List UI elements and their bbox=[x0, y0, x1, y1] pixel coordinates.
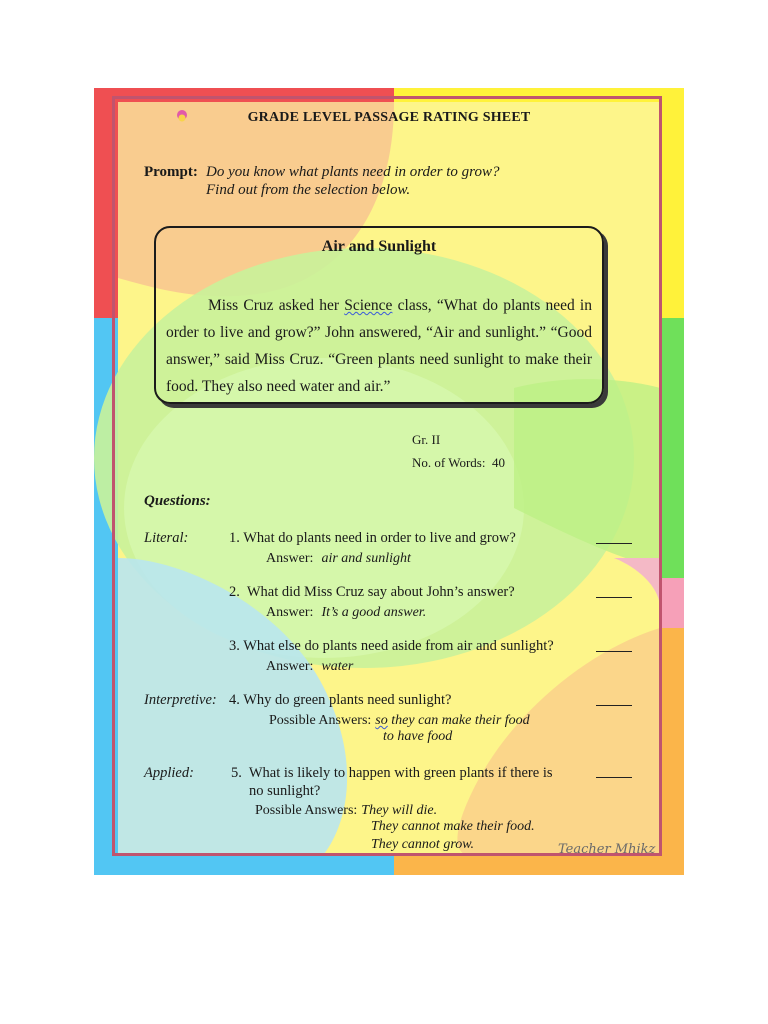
sheet-title: GRADE LEVEL PASSAGE RATING SHEET bbox=[247, 110, 531, 125]
question-number: 5. bbox=[231, 765, 242, 781]
score-blank-5[interactable] bbox=[596, 777, 632, 778]
prompt-line-2: Find out from the selection below. bbox=[206, 182, 411, 198]
answer-5-alt-2: They cannot grow. bbox=[371, 837, 475, 852]
answer-label: Possible Answers: bbox=[255, 803, 358, 818]
passage-title: Air and Sunlight bbox=[321, 238, 437, 255]
question-text: What did Miss Cruz say about John’s answer? bbox=[246, 584, 515, 600]
questions-heading: Questions: bbox=[144, 493, 211, 509]
question-text: What else do plants need aside from air and sunlight? bbox=[243, 638, 554, 654]
question-text: What do plants need in order to live and grow? bbox=[243, 530, 516, 546]
score-blank-1[interactable] bbox=[596, 543, 632, 544]
answer-text: they can make their food bbox=[387, 713, 530, 728]
question-number: 3. bbox=[229, 638, 240, 654]
answer-text: air and sunlight bbox=[321, 551, 411, 566]
answer-4 bbox=[269, 711, 530, 729]
answer-5-alt-1: They cannot make their food. bbox=[371, 819, 535, 834]
answer-4-alt: to have food bbox=[383, 729, 453, 744]
answer-label: Possible Answers: bbox=[269, 713, 372, 728]
category-interpretive: Interpretive: bbox=[144, 692, 217, 708]
prompt-line-1: Do you know what plants need in order to grow? bbox=[206, 164, 500, 180]
question-3 bbox=[229, 638, 554, 655]
answer-1 bbox=[266, 549, 411, 567]
word-count-label: No. of Words: bbox=[412, 455, 486, 470]
teacher-signature: Teacher Mhikz bbox=[558, 842, 656, 857]
question-2 bbox=[229, 584, 515, 601]
prompt-label: Prompt: bbox=[144, 164, 198, 180]
question-4 bbox=[229, 692, 451, 709]
answer-text: They will die. bbox=[361, 803, 438, 818]
answer-text: water bbox=[321, 659, 354, 674]
answer-3 bbox=[266, 657, 353, 675]
answer-label: Answer: bbox=[266, 659, 314, 674]
question-1 bbox=[229, 530, 516, 547]
score-blank-2[interactable] bbox=[596, 597, 632, 598]
score-blank-4[interactable] bbox=[596, 705, 632, 706]
passage-text-rest: class, “What do plants need in order to live and grow?” John answered, “Air and sunlight.” “Good answer,” said Miss Cruz. “Green plants need sunlight to make their food. They also need water and air.” bbox=[166, 297, 592, 395]
question-number: 1. bbox=[229, 530, 240, 546]
answer-label: Answer: bbox=[266, 551, 314, 566]
answer-text: It’s a good answer. bbox=[321, 605, 427, 620]
rating-sheet bbox=[94, 88, 684, 875]
question-number: 4. bbox=[229, 692, 240, 708]
category-literal: Literal: bbox=[144, 530, 189, 546]
answer-2 bbox=[266, 603, 426, 621]
answer-label: Answer: bbox=[266, 605, 314, 620]
spellcheck-word: so bbox=[375, 713, 388, 728]
question-5 bbox=[231, 765, 553, 782]
passage-text-start: Miss Cruz asked her bbox=[208, 297, 345, 314]
answer-5 bbox=[255, 801, 437, 819]
word-count bbox=[412, 455, 505, 471]
question-text: Why do green plants need sunlight? bbox=[243, 692, 452, 708]
spellcheck-word: Science bbox=[344, 297, 393, 314]
score-blank-3[interactable] bbox=[596, 651, 632, 652]
passage-text bbox=[166, 292, 592, 400]
question-5-cont: no sunlight? bbox=[249, 783, 321, 799]
grade-level: Gr. II bbox=[412, 432, 441, 447]
word-count-value: 40 bbox=[491, 455, 505, 470]
category-applied: Applied: bbox=[144, 765, 194, 781]
question-number: 2. bbox=[229, 584, 240, 600]
question-text: What is likely to happen with green plants if there is bbox=[248, 765, 553, 781]
passage-box bbox=[154, 226, 604, 404]
